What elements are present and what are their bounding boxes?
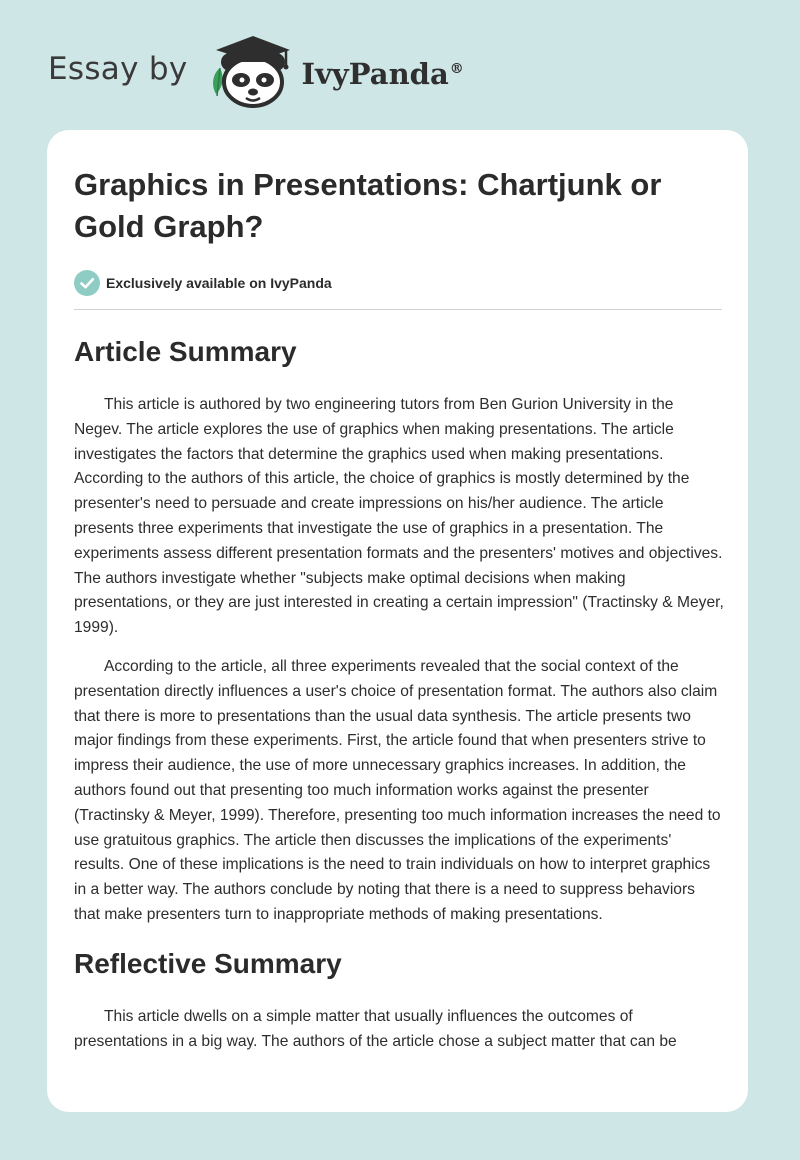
brand-prefix: Essay by [48, 51, 188, 87]
paragraph: This article is authored by two engineering tutors from Ben Gurion University in the Negev. The article explores the use of graphics when making presentations. The article investigates the factors that determine the graphics used when making presentations. According to the authors of this article, the choice of graphics is mostly determined by the presenter's need to persuade and create impressions on his/her audience. The article presents three experiments that investigate the use of graphics in a presentation. The experiments assess different presentation formats and the presenters' motives and objectives. The authors investigate whether "subjects make optimal decisions when making presentations, or they are just interested in creating a certain impression" (Tractinsky & Meyer, 1999). [74, 396, 724, 637]
paragraph: This article dwells on a simple matter that usually influences the outcomes of presentations in a big way. The authors of the article chose a subject matter that can be [74, 1007, 677, 1050]
site-header [48, 32, 464, 112]
section-heading-reflective-summary: Reflective Summary [74, 947, 342, 979]
brand-name[interactable]: IvyPanda® [301, 57, 464, 91]
check-circle-icon [74, 270, 100, 296]
title-divider [74, 309, 722, 310]
panda-logo-icon[interactable] [206, 32, 296, 112]
paragraph: According to the article, all three experiments revealed that the social context of the presentation directly influences a user's choice of presentation format. The authors also claim that there is more to presentations than the usual data synthesis. The article presents two major findings from these experiments. First, the article found that when presenters strive to impress their audience, the use of more unnecessary graphics increases. In addition, the authors found out that presenting too much information works against the presenter (Tractinsky & Meyer, 1999). Therefore, presenting too much information increases the need to use gratuitous graphics. The article then discusses the implications of the experiments' results. One of these implications is the need to train individuals on how to interpret graphics in a better way. The authors conclude by noting that there is a need to suppress behaviors that make presenters turn to inappropriate methods of making presentations. [74, 657, 721, 923]
section-heading-article-summary: Article Summary [74, 336, 297, 367]
exclusive-badge-label: Exclusively available on IvyPanda [106, 275, 332, 291]
article-title: Graphics in Presentations: Chartjunk or Gold Graph? [74, 167, 662, 244]
article-content [74, 164, 724, 1054]
registered-mark: ® [449, 61, 464, 78]
exclusive-badge [74, 270, 724, 296]
article-card [47, 130, 748, 1112]
